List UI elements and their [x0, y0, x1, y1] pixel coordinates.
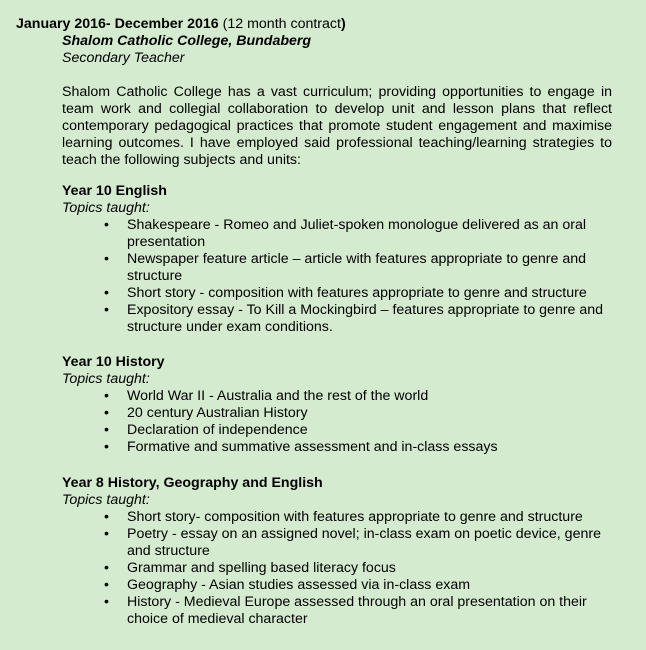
list-item: • Declaration of independence [104, 422, 308, 438]
list-item: • Grammar and spelling based literacy focus [104, 560, 396, 576]
list-item: • Shakespeare - Romeo and Juliet-spoken monologue delivered as an oral presentation [104, 217, 587, 250]
section-title: Year 10 English [62, 183, 167, 199]
bullet-icon: • [104, 302, 109, 318]
bullet-icon: • [104, 526, 109, 542]
topics-label: Topics taught: [62, 492, 150, 508]
list-item: • Short story - composition with features appropriate to genre and structure [104, 285, 587, 301]
list-item: • History - Medieval Europe assessed through an oral presentation on their choice of medieval character [104, 594, 587, 627]
contract-close: ) [340, 16, 346, 32]
topics-list [62, 217, 612, 336]
section-year10-history [62, 354, 612, 456]
employment-header [16, 16, 626, 33]
list-item: • Newspaper feature article – article with features appropriate to genre and structure [104, 251, 586, 284]
list-item: • Poetry - essay on an assigned novel; in-class exam on poetic device, genre and structure [104, 526, 601, 559]
bullet-icon: • [104, 594, 109, 610]
list-item: • Geography - Asian studies assessed via in-class exam [104, 577, 471, 593]
bullet-icon: • [104, 422, 109, 438]
list-item: • 20 century Australian History [104, 405, 308, 421]
list-item: • Formative and summative assessment and in-class essays [104, 439, 498, 455]
section-year8-hge [62, 475, 612, 628]
bullet-icon: • [104, 577, 109, 593]
employment-dates: January 2016- December 2016 [16, 16, 219, 32]
bullet-icon: • [104, 217, 109, 233]
contract-type: (12 month contract [222, 16, 341, 32]
school-name: Shalom Catholic College, Bundaberg [62, 33, 312, 49]
list-item: • World War II - Australia and the rest of the world [104, 388, 429, 404]
section-year10-english [62, 183, 612, 336]
bullet-icon: • [104, 439, 109, 455]
list-item: • Short story- composition with features appropriate to genre and structure [104, 509, 583, 525]
list-item: • Expository essay - To Kill a Mockingbird – features appropriate to genre and structure under exam conditions. [104, 302, 604, 335]
topics-list [62, 509, 612, 628]
bullet-icon: • [104, 509, 109, 525]
topics-label: Topics taught: [62, 200, 150, 216]
topics-label: Topics taught: [62, 371, 150, 387]
section-title: Year 8 History, Geography and English [62, 475, 323, 491]
bullet-icon: • [104, 251, 109, 267]
bullet-icon: • [104, 405, 109, 421]
section-title: Year 10 History [62, 354, 165, 370]
summary-paragraph: Shalom Catholic College has a vast curriculum; providing opportunities to engage in team work and collegial collaboration to develop unit and lesson plans that reflect contemporary pedagogical practices that promote student engagement and maximise learning outcomes. I have employed said professional teaching/learning strategies to teach the following subjects and units: [62, 84, 612, 168]
topics-list [62, 388, 612, 456]
bullet-icon: • [104, 285, 109, 301]
job-role: Secondary Teacher [62, 50, 185, 66]
bullet-icon: • [104, 388, 109, 404]
bullet-icon: • [104, 560, 109, 576]
